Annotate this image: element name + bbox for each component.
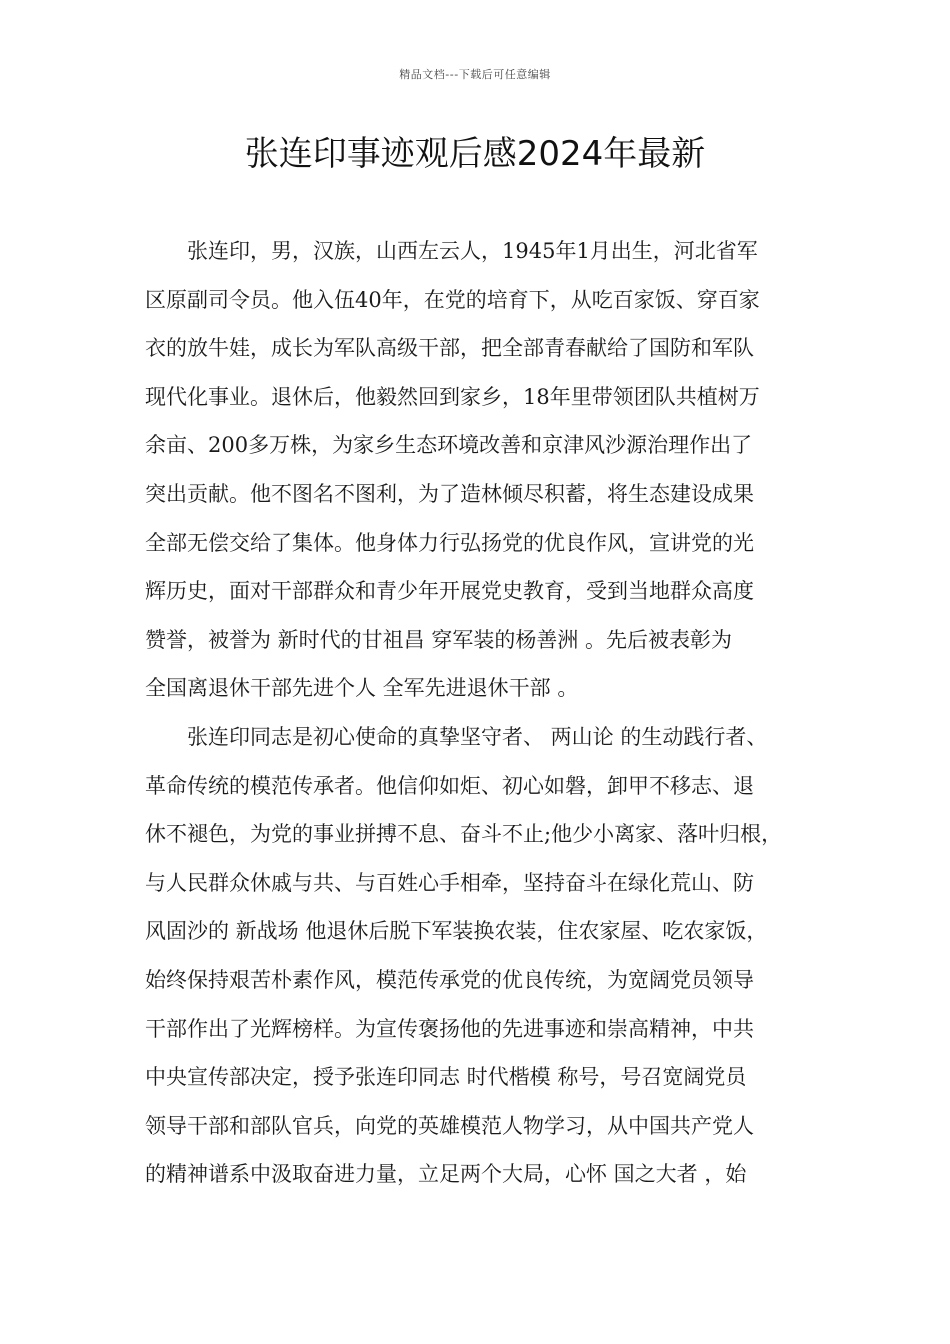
text-line: 张连印同志是初心使命的真挚坚守者、 两山论 的生动践行者、 — [187, 724, 768, 749]
text-line: 的精神谱系中汲取奋进力量，立足两个大局，心怀 国之大者 ，始 — [145, 1162, 747, 1187]
text-line: 辉历史，面对干部群众和青少年开展党史教育，受到当地群众高度 — [145, 579, 754, 604]
text-line: 衣的放牛娃，成长为军队高级干部，把全部青春献给了国防和军队 — [145, 336, 754, 361]
text-line: 全国离退休干部先进个人 全军先进退休干部 。 — [145, 676, 579, 701]
text-line: 与人民群众休戚与共、与百姓心手相牵，坚持奋斗在绿化荒山、防 — [145, 870, 754, 895]
text-line: 始终保持艰苦朴素作风，模范传承党的优良传统，为宽阔党员领导 — [145, 967, 754, 992]
text-line: 中央宣传部决定，授予张连印同志 时代楷模 称号，号召宽阔党员 — [145, 1065, 747, 1090]
page-title: 张连印事迹观后感2024年最新 — [244, 134, 706, 174]
text-line: 突出贡献。他不图名不图利，为了造林倾尽积蓄，将生态建设成果 — [145, 481, 754, 506]
text-line: 风固沙的 新战场 他退休后脱下军装换农装，住农家屋、吃农家饭， — [145, 919, 768, 944]
text-line: 休不褪色，为党的事业拼搏不息、奋斗不止;他少小离家、落叶归根， — [145, 822, 783, 847]
text-line: 余亩、200多万株，为家乡生态环境改善和京津风沙源治理作出了 — [145, 433, 753, 458]
body-text — [145, 227, 805, 1199]
text-line: 领导干部和部队官兵，向党的英雄模范人物学习，从中国共产党人 — [145, 1113, 754, 1138]
header-note: 精品文档---下载后可任意编辑 — [399, 68, 551, 81]
text-line: 干部作出了光辉榜样。为宣传褒扬他的先进事迹和崇高精神，中共 — [145, 1016, 754, 1041]
text-line: 张连印，男，汉族，山西左云人，1945年1月出生，河北省军 — [187, 239, 758, 263]
text-line: 赞誉，被誉为 新时代的甘祖昌 穿军装的杨善洲 。先后被表彰为 — [145, 627, 733, 652]
text-line: 全部无偿交给了集体。他身体力行弘扬党的优良作风，宣讲党的光 — [145, 530, 754, 555]
text-line: 现代化事业。退休后，他毅然回到家乡，18年里带领团队共植树万 — [145, 384, 760, 409]
text-line: 区原副司令员。他入伍40年，在党的培育下，从吃百家饭、穿百家 — [145, 287, 760, 312]
text-line: 革命传统的模范传承者。他信仰如炬、初心如磐，卸甲不移志、退 — [145, 773, 754, 798]
